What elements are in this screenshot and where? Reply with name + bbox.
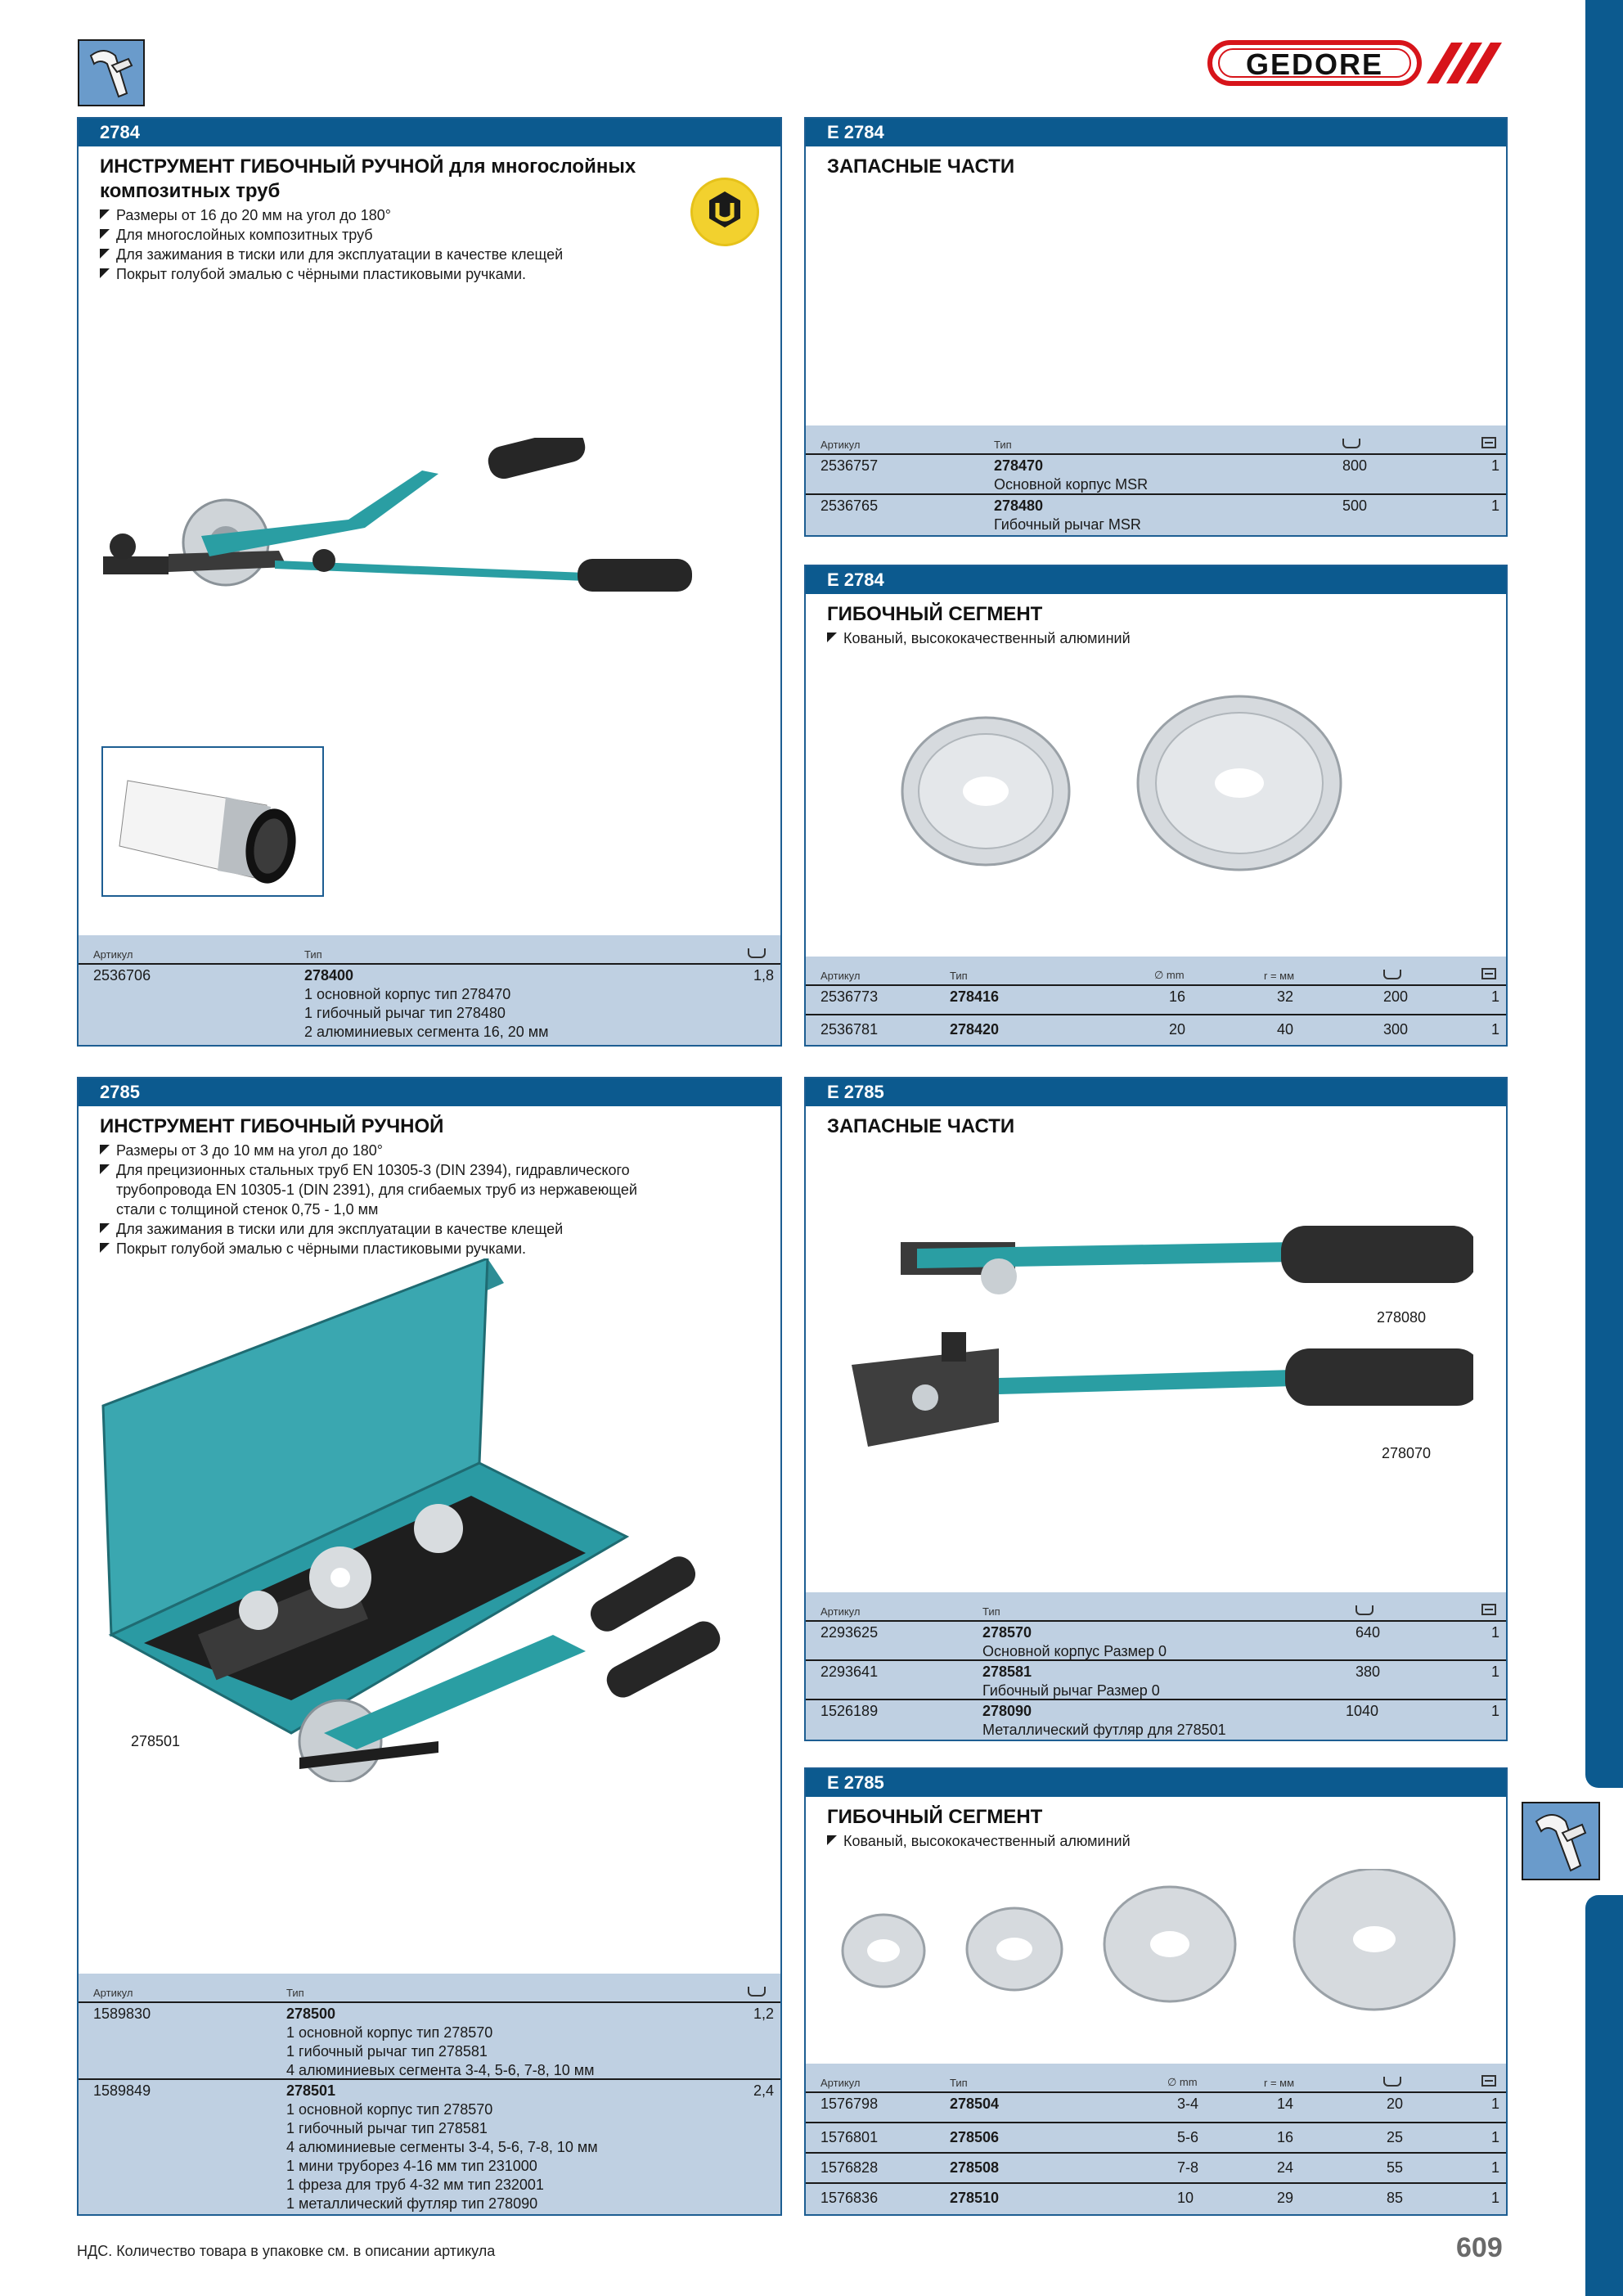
table-header xyxy=(806,1592,1506,1622)
pipe-wrench-icon xyxy=(78,39,145,106)
multilayer-pipe-image xyxy=(101,746,324,897)
bullet: Для прецизионных стальных труб EN 10305-3 (DIN 2394), гидравлического трубопровода EN 10305-1 (DIN 2391), для сгибаемых труб из нержавеющей стали с толщиной стенок 0,75 - 1,0 мм xyxy=(100,1160,663,1219)
table-header xyxy=(806,2064,1506,2093)
col-tip: Тип xyxy=(994,439,1012,451)
cell-desc: Основной корпус Размер 0 xyxy=(982,1643,1167,1659)
cell-type: 278400 xyxy=(304,967,354,984)
cell-desc: Гибочный рычаг MSR xyxy=(994,516,1141,533)
panel-2784-table xyxy=(79,935,780,1045)
cell-pack: 1 xyxy=(1490,2190,1499,2206)
page-number: 609 xyxy=(1456,2232,1503,2263)
col-artikul: Артикул xyxy=(93,948,133,961)
cell-desc: 4 алюминиевые сегменты 3-4, 5-6, 7-8, 10 мм xyxy=(286,2139,598,2155)
table-row[interactable] xyxy=(806,455,1506,495)
table-header xyxy=(806,957,1506,986)
image-label-278080: 278080 xyxy=(1377,1309,1427,1326)
cell-artikul: 2536757 xyxy=(820,457,879,474)
pipe-bender-image xyxy=(103,438,758,626)
cell-diameter: 10 xyxy=(1177,2190,1194,2206)
cell-desc: 1 гибочный рычаг тип 278581 xyxy=(286,2043,488,2060)
pack-icon xyxy=(1481,968,1496,982)
col-tip: Тип xyxy=(950,2077,968,2089)
table-header xyxy=(806,425,1506,455)
col-artikul: Артикул xyxy=(93,1987,133,1999)
col-tip: Тип xyxy=(982,1605,1000,1618)
col-tip: Тип xyxy=(304,948,322,961)
cell-desc: Металлический футляр для 278501 xyxy=(982,1722,1226,1738)
table-row[interactable] xyxy=(806,986,1506,1015)
table-row[interactable] xyxy=(806,495,1506,535)
table-row[interactable] xyxy=(79,965,780,1045)
cell-pack: 1 xyxy=(1490,497,1499,514)
col-artikul: Артикул xyxy=(820,1605,861,1618)
table-header xyxy=(79,1974,780,2003)
bender-set-case-image xyxy=(95,1258,749,1782)
cell-weight: 500 xyxy=(1342,497,1368,514)
cell-type: 278581 xyxy=(982,1663,1032,1680)
bullet: Покрыт голубой эмалью с чёрными пластиковыми ручками. xyxy=(100,1239,663,1258)
cell-type: 278090 xyxy=(982,1703,1032,1719)
panel-e2784-segment-bullets xyxy=(806,627,1506,648)
bullet: Для многослойных композитных труб xyxy=(100,225,759,245)
panel-e2785-segment-table xyxy=(806,2064,1506,2214)
panel-e2784-spare xyxy=(804,117,1508,537)
spare-parts-image xyxy=(835,1226,1473,1488)
bullet: Покрыт голубой эмалью с чёрными пластиковыми ручками. xyxy=(100,264,759,284)
pack-icon xyxy=(1481,437,1496,451)
cell-diameter: 3-4 xyxy=(1177,2096,1199,2112)
cell-desc: Основной корпус MSR xyxy=(994,476,1149,493)
cell-desc: 1 гибочный рычаг тип 278480 xyxy=(304,1005,506,1021)
panel-e2785-spare-table xyxy=(806,1592,1506,1740)
cell-type: 278506 xyxy=(950,2129,1000,2145)
cell-type: 278508 xyxy=(950,2159,1000,2176)
cell-desc: 1 основной корпус тип 278570 xyxy=(286,2024,493,2041)
panel-e2785-spare-header: E 2785 xyxy=(806,1078,1506,1106)
cell-type: 278416 xyxy=(950,988,1000,1005)
cell-artikul: 2293625 xyxy=(820,1624,879,1641)
cell-pack: 1 xyxy=(1490,2129,1499,2145)
weight-icon xyxy=(1383,970,1401,982)
cell-weight: 380 xyxy=(1355,1663,1381,1680)
table-row[interactable] xyxy=(806,1661,1506,1700)
cell-type: 278501 xyxy=(286,2082,336,2099)
col-tip: Тип xyxy=(286,1987,304,1999)
cell-desc: 2 алюминиевых сегмента 16, 20 мм xyxy=(304,1024,549,1040)
bullet: Кованый, высококачественный алюминий xyxy=(827,1831,1485,1851)
cell-type: 278420 xyxy=(950,1021,1000,1038)
side-tab-top[interactable] xyxy=(1585,0,1623,1788)
weight-icon xyxy=(1383,2077,1401,2089)
weight-icon xyxy=(748,1987,766,1999)
cell-weight: 200 xyxy=(1383,988,1409,1005)
cell-artikul: 2536706 xyxy=(93,967,151,984)
panel-e2785-spare xyxy=(804,1077,1508,1741)
cell-pack: 1 xyxy=(1490,1021,1499,1038)
cell-artikul: 2536765 xyxy=(820,497,879,514)
cell-weight: 25 xyxy=(1387,2129,1404,2145)
footer-note: НДС. Количество товара в упаковке см. в описании артикула xyxy=(77,2243,496,2259)
cell-weight: 1040 xyxy=(1346,1703,1379,1719)
cell-pack: 1 xyxy=(1490,457,1499,474)
image-label-278501: 278501 xyxy=(131,1733,181,1749)
panel-e2785-segment-bullets xyxy=(806,1830,1506,1851)
cell-desc: 1 гибочный рычаг тип 278581 xyxy=(286,2120,488,2136)
cell-weight: 55 xyxy=(1387,2159,1404,2176)
table-row[interactable] xyxy=(806,1015,1506,1045)
image-label-278070: 278070 xyxy=(1382,1445,1432,1461)
cell-radius: 29 xyxy=(1277,2190,1294,2206)
panel-e2784-spare-header: E 2784 xyxy=(806,119,1506,146)
bullet: Размеры от 3 до 10 мм на угол до 180° xyxy=(100,1141,663,1160)
cell-desc: 1 мини труборез 4-16 мм тип 231000 xyxy=(286,2158,537,2174)
cell-artikul: 1526189 xyxy=(820,1703,879,1719)
cell-diameter: 5-6 xyxy=(1177,2129,1199,2145)
bullet: Размеры от 16 до 20 мм на угол до 180° xyxy=(100,205,759,225)
cell-type: 278510 xyxy=(950,2190,1000,2206)
cell-radius: 24 xyxy=(1277,2159,1294,2176)
col-artikul: Артикул xyxy=(820,439,861,451)
cell-artikul: 2536781 xyxy=(820,1021,879,1038)
panel-2784-title: ИНСТРУМЕНТ ГИБОЧНЫЙ РУЧНОЙ для многослойных композитных труб xyxy=(100,155,636,202)
pack-icon xyxy=(1481,1604,1496,1618)
col-tip: Тип xyxy=(950,970,968,982)
cell-weight: 300 xyxy=(1383,1021,1409,1038)
cell-weight: 1,2 xyxy=(753,2006,774,2022)
cell-weight: 20 xyxy=(1387,2096,1404,2112)
panel-e2784-segment-table xyxy=(806,957,1506,1045)
panel-e2784-segment-header: E 2784 xyxy=(806,566,1506,594)
cell-artikul: 2293641 xyxy=(820,1663,879,1680)
bending-segments-small-image xyxy=(838,1869,1477,2016)
table-row[interactable] xyxy=(79,2003,780,2080)
panel-e2784-segment-title: ГИБОЧНЫЙ СЕГМЕНТ xyxy=(827,603,1043,625)
col-diameter: ∅ mm xyxy=(1167,2076,1198,2088)
cell-weight: 800 xyxy=(1342,457,1368,474)
table-row[interactable] xyxy=(806,2184,1506,2214)
cell-diameter: 16 xyxy=(1169,988,1186,1005)
side-tab-bottom[interactable] xyxy=(1585,1895,1623,2296)
panel-e2784-spare-table xyxy=(806,425,1506,535)
panel-e2784-spare-title: ЗАПАСНЫЕ ЧАСТИ xyxy=(827,155,1015,178)
cell-desc: 4 алюминиевых сегмента 3-4, 5-6, 7-8, 10 мм xyxy=(286,2062,595,2078)
panel-2785-bullets xyxy=(79,1139,684,1258)
cell-weight: 85 xyxy=(1387,2190,1404,2206)
cell-pack: 1 xyxy=(1490,2159,1499,2176)
cell-artikul: 1576801 xyxy=(820,2129,879,2145)
table-row[interactable] xyxy=(79,2080,780,2214)
panel-e2784-segment xyxy=(804,565,1508,1047)
panel-2784 xyxy=(77,117,782,1047)
panel-e2785-segment xyxy=(804,1767,1508,2216)
table-row[interactable] xyxy=(806,1700,1506,1740)
bending-segments-image xyxy=(896,693,1354,873)
panel-e2785-spare-title: ЗАПАСНЫЕ ЧАСТИ xyxy=(827,1115,1015,1137)
cell-artikul: 1576828 xyxy=(820,2159,879,2176)
bullet: Для зажимания в тиски или для эксплуатации в качестве клещей xyxy=(100,245,759,264)
bullet: Для зажимания в тиски или для эксплуатации в качестве клещей xyxy=(100,1219,663,1239)
cell-diameter: 20 xyxy=(1169,1021,1186,1038)
cell-type: 278500 xyxy=(286,2006,336,2022)
cell-type: 278504 xyxy=(950,2096,1000,2112)
cell-desc: 1 металлический футляр тип 278090 xyxy=(286,2195,538,2212)
gedore-logo-text: GEDORE xyxy=(1245,47,1384,81)
table-row[interactable] xyxy=(806,2154,1506,2184)
cell-pack: 1 xyxy=(1490,1624,1499,1641)
cell-artikul: 1589830 xyxy=(93,2006,151,2022)
cell-pack: 1 xyxy=(1490,2096,1499,2112)
cell-artikul: 1589849 xyxy=(93,2082,151,2099)
cell-desc: 1 основной корпус тип 278570 xyxy=(286,2101,493,2118)
table-row[interactable] xyxy=(806,1622,1506,1661)
cell-diameter: 7-8 xyxy=(1177,2159,1199,2176)
col-artikul: Артикул xyxy=(820,2077,861,2089)
cell-artikul: 1576836 xyxy=(820,2190,879,2206)
panel-e2785-segment-header: E 2785 xyxy=(806,1769,1506,1797)
cell-desc: 1 основной корпус тип 278470 xyxy=(304,986,511,1002)
col-radius: r = мм xyxy=(1264,970,1295,982)
cell-type: 278570 xyxy=(982,1624,1032,1641)
weight-icon xyxy=(748,948,766,961)
table-header xyxy=(79,935,780,965)
cell-radius: 32 xyxy=(1277,988,1294,1005)
col-diameter: ∅ mm xyxy=(1154,969,1185,981)
panel-2785 xyxy=(77,1077,782,2216)
cell-pack: 1 xyxy=(1490,1663,1499,1680)
multilayer-pipe-badge-icon xyxy=(690,178,759,246)
panel-2784-bullets xyxy=(79,204,780,284)
gedore-logo xyxy=(1207,38,1512,88)
cell-type: 278480 xyxy=(994,497,1044,514)
panel-2784-header: 2784 xyxy=(79,119,780,146)
cell-artikul: 2536773 xyxy=(820,988,879,1005)
weight-icon xyxy=(1342,439,1360,451)
bullet: Кованый, высококачественный алюминий xyxy=(827,628,1485,648)
cell-weight: 1,8 xyxy=(753,967,774,984)
cell-desc: 1 фреза для труб 4-32 мм тип 232001 xyxy=(286,2177,544,2193)
cell-weight: 640 xyxy=(1355,1624,1381,1641)
weight-icon xyxy=(1355,1605,1373,1618)
cell-pack: 1 xyxy=(1490,988,1499,1005)
col-radius: r = мм xyxy=(1264,2077,1295,2089)
pack-icon xyxy=(1481,2075,1496,2089)
cell-pack: 1 xyxy=(1490,1703,1499,1719)
panel-2785-title: ИНСТРУМЕНТ ГИБОЧНЫЙ РУЧНОЙ xyxy=(100,1115,444,1137)
col-artikul: Артикул xyxy=(820,970,861,982)
table-row[interactable] xyxy=(806,2093,1506,2123)
panel-2785-table xyxy=(79,1974,780,2214)
cell-artikul: 1576798 xyxy=(820,2096,879,2112)
cell-desc: Гибочный рычаг Размер 0 xyxy=(982,1682,1160,1699)
panel-e2785-segment-title: ГИБОЧНЫЙ СЕГМЕНТ xyxy=(827,1806,1043,1828)
cell-radius: 40 xyxy=(1277,1021,1294,1038)
cell-type: 278470 xyxy=(994,457,1044,474)
side-tab-icon[interactable] xyxy=(1522,1802,1600,1880)
cell-weight: 2,4 xyxy=(753,2082,774,2099)
panel-2785-header: 2785 xyxy=(79,1078,780,1106)
table-row[interactable] xyxy=(806,2123,1506,2154)
cell-radius: 16 xyxy=(1277,2129,1294,2145)
cell-radius: 14 xyxy=(1277,2096,1294,2112)
